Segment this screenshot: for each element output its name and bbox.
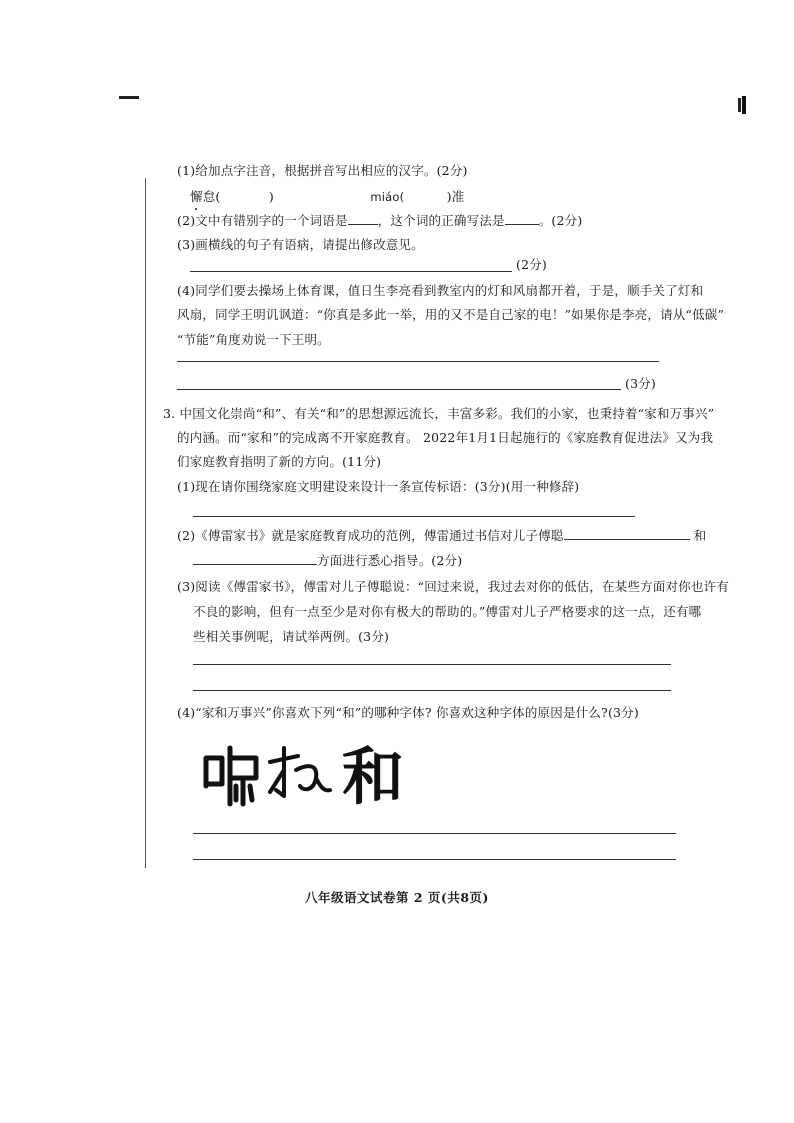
- q1-instruction: (1)给加点字注音，根据拼音写出相应的汉字。(2分): [177, 163, 468, 178]
- s3-sub2-line1: [177, 527, 706, 545]
- seal-script-he-glyph: [206, 748, 256, 804]
- s3-sub3-line1: (3)阅读《傅雷家书》，傅雷对儿子傅聪说：“回过来说，我过去对你的低估，在某些方面对你也许有: [177, 579, 730, 594]
- s3-sub1: (1)现在请你围绕家庭文明建设来设计一条宣传标语：(3分)(用一种修辞): [177, 479, 580, 494]
- s3-sub2-blank-2[interactable]: [193, 552, 317, 565]
- cursive-he-glyph: [270, 748, 330, 796]
- standard-he-text: 和: [342, 740, 405, 813]
- q3-score: (2分): [516, 257, 548, 272]
- q2-blank-2[interactable]: [505, 212, 539, 225]
- margin-rule: [145, 178, 146, 868]
- s3-sub3-answer-line-2[interactable]: [193, 690, 671, 691]
- s3-sub4: (4)“家和万事兴”你喜欢下列“和”的哪种字体? 你喜欢这种字体的原因是什么?(3分): [177, 705, 639, 720]
- s3-sub3-line3: 些相关事例呢，请试举两例。(3分): [193, 629, 390, 644]
- s3-sub2-part-a: (2)《傅雷家书》就是家庭教育成功的范例，傅雷通过书信对儿子傅聪: [177, 528, 564, 543]
- q1-item1: [190, 189, 220, 204]
- s3-sub2-part-b: 方面进行悉心指导。(2分): [317, 553, 463, 568]
- q2-part-c: 。(2分): [538, 213, 583, 228]
- registration-mark-right: [738, 98, 741, 112]
- s3-sub4-answer-line-1[interactable]: [193, 833, 676, 834]
- he-character-variants: [200, 734, 420, 814]
- s3-sub1-answer-line[interactable]: [193, 516, 635, 517]
- s3-sub2-and: 和: [693, 528, 707, 543]
- s3-intro-line2: 的内涵。而“家和”的完成离不开家庭教育。 2022年1月1日起施行的《家庭教育促进法》又为我: [177, 430, 714, 445]
- q4-answer-line-2[interactable]: [177, 389, 621, 390]
- q4-answer-line-1[interactable]: [177, 361, 659, 362]
- s3-sub3-answer-line-1[interactable]: [193, 664, 671, 665]
- q4-line1: (4)同学们要去操场上体育课，值日生李亮看到教室内的灯和风扇都开着，于是，顺手关了灯和: [177, 283, 704, 298]
- s3-intro-line1: 3. 中国文化崇尚“和”、有关“和”的思想源远流长，丰富多彩。我们的小家，也秉持着“家和万事兴”: [163, 406, 715, 421]
- q1-item2-pinyin: miáo(: [370, 190, 405, 204]
- registration-mark-right-2: [742, 96, 746, 114]
- q2-line: [177, 212, 582, 230]
- standard-he-glyph: [342, 740, 404, 813]
- s3-sub3-line2: 不良的影响，但有一点至少是对你有极大的帮助的。”傅雷对儿子严格要求的这一点，还有哪: [193, 604, 702, 619]
- s3-sub2-blank-1[interactable]: [564, 527, 690, 540]
- q1-item2-close: )准: [446, 189, 465, 204]
- dotted-char: 懈: [190, 189, 203, 204]
- q1-item1-rest: 怠(: [202, 189, 221, 204]
- registration-mark-left: [119, 96, 139, 99]
- q2-blank-1[interactable]: [348, 212, 378, 225]
- q1-items: [190, 188, 464, 206]
- q3-answer-line[interactable]: [190, 271, 512, 272]
- s3-intro-line3: 们家庭教育指明了新的方向。(11分): [177, 454, 382, 469]
- q2-part-b: ，这个词的正确写法是: [377, 213, 505, 228]
- q3-text: (3)画横线的句子有语病，请提出修改意见。: [177, 237, 424, 252]
- q1-item1-close: ): [268, 189, 274, 204]
- s3-sub4-answer-line-2[interactable]: [193, 859, 676, 860]
- q2-part-a: (2)文中有错别字的一个词语是: [177, 213, 348, 228]
- q4-line3: “节能”角度劝说一下王明。: [177, 332, 330, 347]
- q4-score: (3分): [625, 376, 657, 391]
- page-footer: 八年级语文试卷第 2 页(共8页): [305, 890, 489, 905]
- s3-sub2-line2: [193, 552, 462, 570]
- q4-line2: 风扇，同学王明讥讽道：“你真是多此一举，用的又不是自己家的电！”如果你是李亮，请从“低碳”: [177, 307, 725, 322]
